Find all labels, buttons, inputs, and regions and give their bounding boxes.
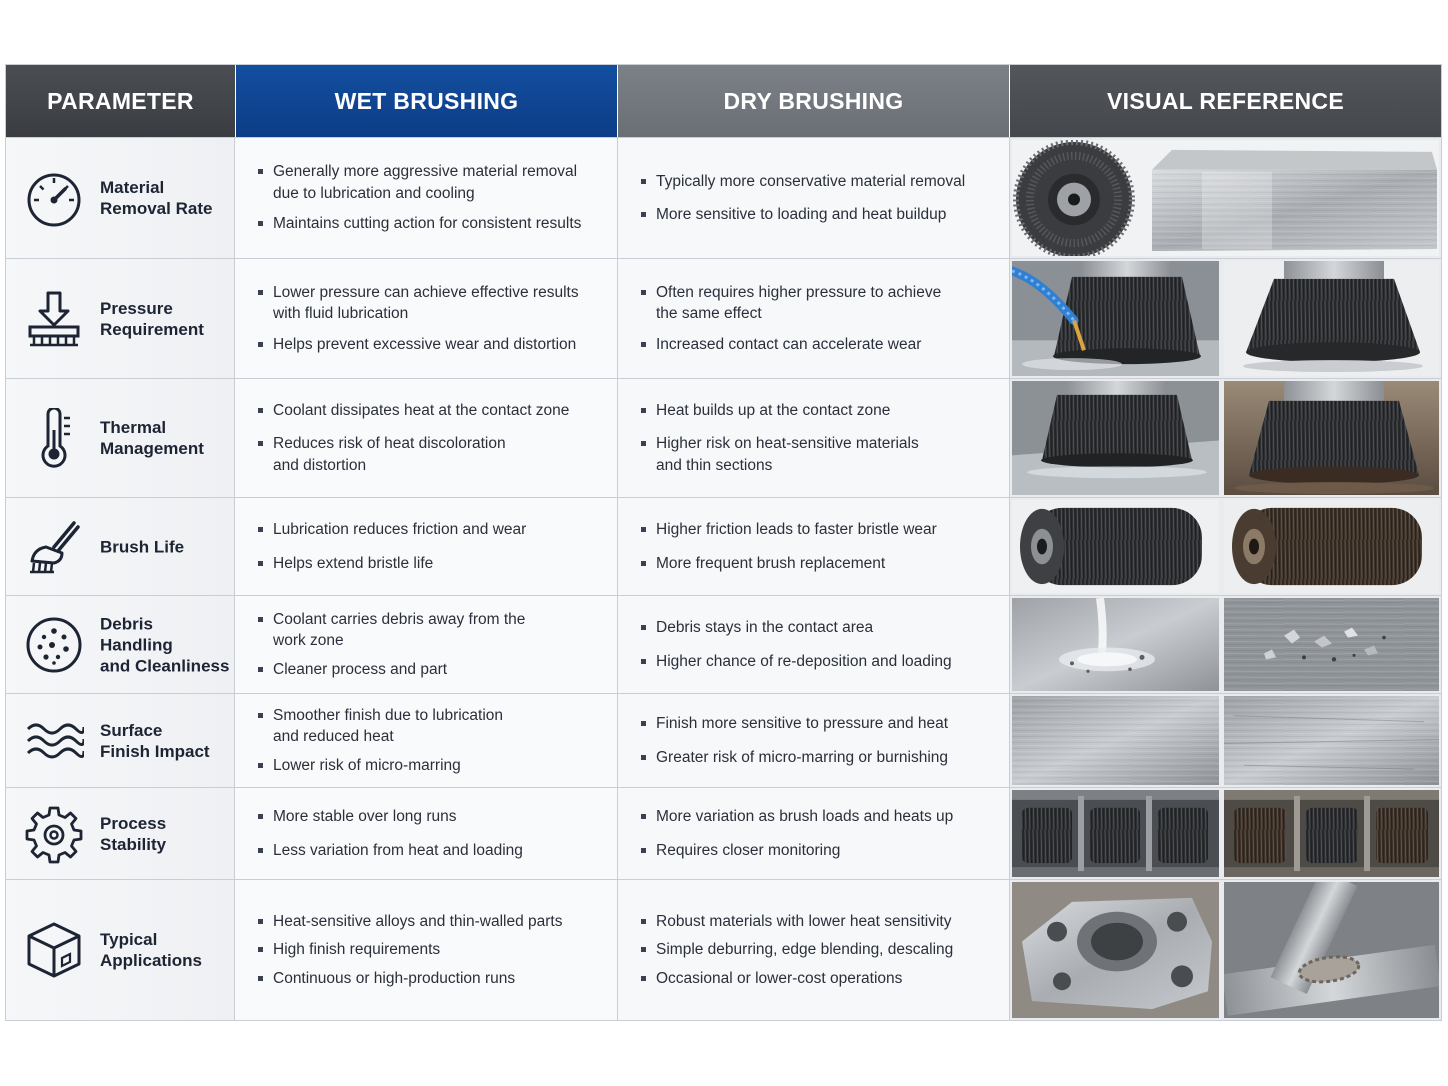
pressure-icon	[24, 289, 84, 349]
dry-cell	[618, 694, 1010, 787]
wet-cell	[235, 379, 618, 497]
dry-bullet: Heat builds up at the contact zone	[656, 400, 1009, 422]
dry-bullet: Simple deburring, edge blending, descaling	[656, 939, 1009, 961]
dry-bullet: Requires closer monitoring	[656, 840, 1009, 862]
wet-bullet: Continuous or high-production runs	[273, 968, 617, 990]
debris-icon	[24, 615, 84, 675]
dry-bullet: Typically more conservative material removal	[656, 171, 1009, 193]
row-material-removal-rate	[6, 137, 1441, 258]
dry-cell	[618, 596, 1010, 693]
wet-bullet: Coolant carries debris away from the work zone	[273, 609, 617, 652]
row-typical-applications	[6, 879, 1441, 1020]
dry-bullet: Debris stays in the contact area	[656, 617, 1009, 639]
dry-bullet: More variation as brush loads and heats up	[656, 806, 1009, 828]
visual-cell	[1010, 880, 1441, 1020]
cup-brush-dry-photo	[1224, 261, 1439, 376]
wet-bullet: Smoother finish due to lubrication and reduced heat	[273, 705, 617, 748]
brush-machine-dry-photo	[1224, 790, 1439, 877]
parameter-label-line1: Brush Life	[100, 537, 185, 556]
wet-cell	[235, 694, 618, 787]
machined-aluminum-part-photo	[1012, 882, 1219, 1018]
scratched-brushed-surface-photo	[1224, 696, 1439, 785]
wet-cell	[235, 788, 618, 879]
parameter-label-line2: Stability	[100, 834, 167, 854]
brush-icon	[24, 517, 84, 577]
row-pressure-requirement	[6, 258, 1441, 378]
row-process-stability	[6, 787, 1441, 879]
gear-icon	[24, 804, 84, 864]
roller-brush-worn-photo	[1224, 500, 1439, 593]
wet-cell	[235, 596, 618, 693]
dry-cell	[618, 788, 1010, 879]
visual-cell	[1010, 259, 1441, 378]
visual-cell	[1010, 596, 1441, 693]
dry-bullet: Greater risk of micro-marring or burnishing	[656, 747, 1009, 769]
wet-bullet: Reduces risk of heat discoloration and distortion	[273, 433, 617, 476]
wire-wheel-and-steel-block-photo	[1012, 140, 1439, 256]
parameter-cell	[6, 138, 235, 258]
dry-cell	[618, 138, 1010, 258]
visual-cell	[1010, 498, 1441, 595]
parameter-label-line2: Management	[100, 439, 204, 458]
wet-bullet: Heat-sensitive alloys and thin-walled parts	[273, 911, 617, 933]
dry-debris-particles-photo	[1224, 598, 1439, 691]
dry-bullet: More sensitive to loading and heat buildup	[656, 204, 1009, 226]
wet-cell	[235, 259, 618, 378]
wet-bullet: Helps prevent excessive wear and distortion	[273, 334, 617, 356]
parameter-label-line1: Process	[100, 813, 167, 833]
parameter-cell	[6, 880, 235, 1020]
parameter-label-line1: Typical	[100, 930, 158, 949]
wet-bullet: High finish requirements	[273, 939, 617, 961]
thermometer-icon	[24, 408, 84, 468]
dry-bullet: Higher friction leads to faster bristle wear	[656, 519, 1009, 541]
parameter-cell	[6, 788, 235, 879]
row-thermal-management	[6, 378, 1441, 497]
parameter-label-line1: Debris Handling	[100, 614, 173, 654]
parameter-label-line2: and Cleanliness	[100, 656, 230, 675]
dry-cell	[618, 498, 1010, 595]
visual-cell	[1010, 694, 1441, 787]
wet-cell	[235, 138, 618, 258]
dry-bullet: Higher risk on heat-sensitive materials and thin sections	[656, 433, 1009, 476]
wet-cell	[235, 880, 618, 1020]
parameter-label-line1: Surface	[100, 720, 163, 740]
wet-bullet: Cleaner process and part	[273, 659, 617, 681]
parameter-cell	[6, 596, 235, 693]
header-dry-brushing: DRY BRUSHING	[618, 65, 1009, 137]
dry-bullet: Occasional or lower-cost operations	[656, 968, 1009, 990]
coolant-flushing-debris-photo	[1012, 598, 1219, 691]
parameter-label-line2: Requirement	[100, 319, 204, 339]
wet-bullet: Helps extend bristle life	[273, 553, 617, 575]
parameter-cell	[6, 379, 235, 497]
cup-brush-with-coolant-photo	[1012, 261, 1219, 376]
comparison-table	[5, 64, 1442, 1021]
visual-cell	[1010, 788, 1441, 879]
dry-bullet: Higher chance of re-deposition and loading	[656, 651, 1009, 673]
wet-bullet: Maintains cutting action for consistent results	[273, 213, 617, 235]
waves-icon	[24, 711, 84, 771]
row-debris-handling	[6, 595, 1441, 693]
dry-bullet: Finish more sensitive to pressure and heat	[656, 713, 1009, 735]
brush-heat-discolored-photo	[1224, 381, 1439, 495]
box-icon	[24, 920, 84, 980]
parameter-label-line2: Removal Rate	[100, 199, 213, 218]
wet-bullet: Lubrication reduces friction and wear	[273, 519, 617, 541]
visual-cell	[1010, 138, 1441, 258]
header-visual-reference: VISUAL REFERENCE	[1010, 65, 1441, 137]
visual-cell	[1010, 379, 1441, 497]
brush-on-wet-plate-photo	[1012, 381, 1219, 495]
parameter-label-line1: Material	[100, 178, 165, 197]
parameter-cell	[6, 498, 235, 595]
wet-bullet: Lower risk of micro-marring	[273, 755, 617, 777]
wet-bullet: Generally more aggressive material removal due to lubrication and cooling	[273, 161, 617, 204]
row-brush-life	[6, 497, 1441, 595]
wet-bullet: Less variation from heat and loading	[273, 840, 617, 862]
parameter-label-line2: Applications	[100, 951, 203, 970]
wet-bullet: More stable over long runs	[273, 806, 617, 828]
brush-machine-wet-photo	[1012, 790, 1219, 877]
parameter-cell	[6, 694, 235, 787]
parameter-label-line2: Finish Impact	[100, 741, 210, 761]
parameter-label-line1: Thermal	[100, 418, 167, 437]
header-parameter: PARAMETER	[6, 65, 235, 137]
dry-cell	[618, 880, 1010, 1020]
dry-cell	[618, 259, 1010, 378]
welded-tube-joint-photo	[1224, 882, 1439, 1018]
roller-brush-new-photo	[1012, 500, 1219, 593]
parameter-cell	[6, 259, 235, 378]
dry-bullet: Robust materials with lower heat sensitivity	[656, 911, 1009, 933]
wet-bullet: Coolant dissipates heat at the contact zone	[273, 400, 617, 422]
header-wet-brushing: WET BRUSHING	[236, 65, 617, 137]
dry-bullet: More frequent brush replacement	[656, 553, 1009, 575]
smooth-brushed-surface-photo	[1012, 696, 1219, 785]
dry-bullet: Increased contact can accelerate wear	[656, 334, 1009, 356]
dry-cell	[618, 379, 1010, 497]
row-surface-finish-impact	[6, 693, 1441, 787]
dry-bullet: Often requires higher pressure to achieve the same effect	[656, 282, 1009, 325]
gauge-icon	[24, 168, 84, 228]
wet-bullet: Lower pressure can achieve effective results with fluid lubrication	[273, 282, 617, 325]
parameter-label-line1: Pressure	[100, 298, 173, 318]
wet-cell	[235, 498, 618, 595]
